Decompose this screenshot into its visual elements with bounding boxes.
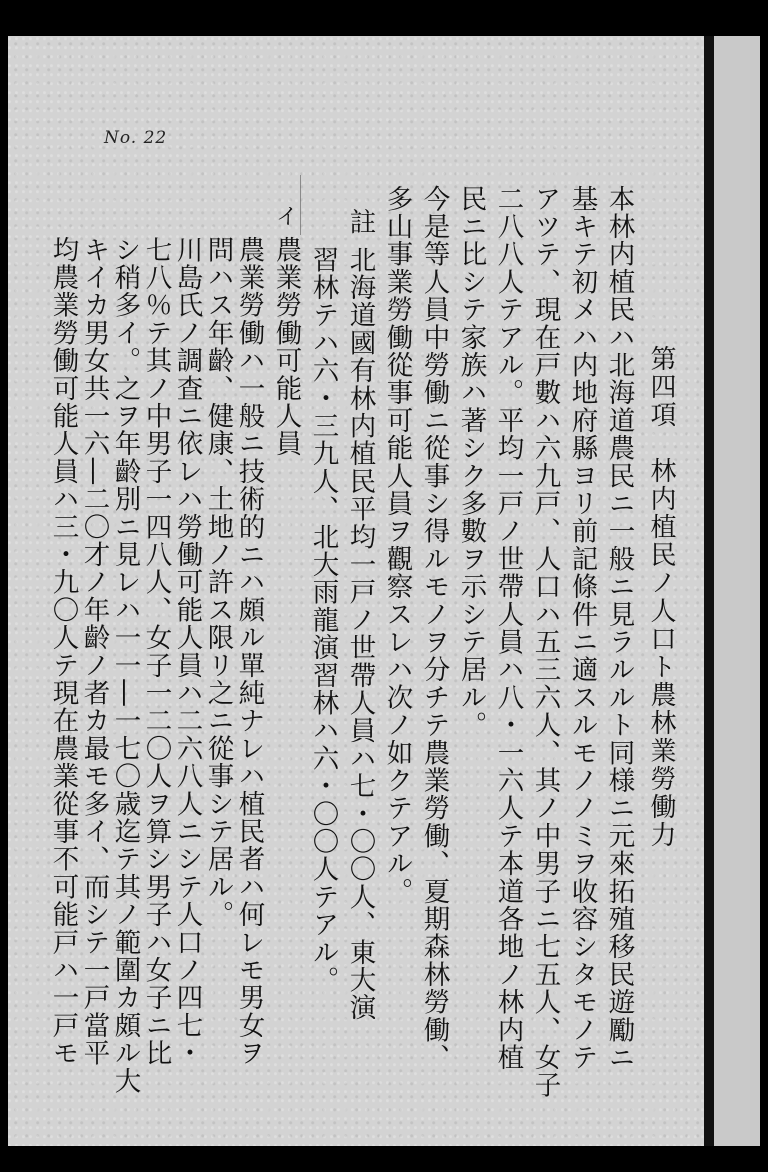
pencil-mark [300, 175, 301, 235]
text-column-6: 今是等人員中勞働ニ從事シ得ルモノヲ分チテ農業勞働、夏期森林勞働、 [418, 185, 450, 1072]
note-label: 註 [344, 208, 376, 236]
section-heading: 第四項 林内植民ノ人口ト農林業勞働力 [646, 345, 676, 849]
text-column-1: 本林内植民ハ北海道農民ニ一般ニ見ラルルト同様ニ元來拓殖移民遊勵ニ [603, 185, 635, 1072]
subsection-heading: 農業勞働可能人員 [270, 236, 302, 458]
text-column-7: 多山事業勞働從事可能人員ヲ觀察スレハ次ノ如クテアル。 [381, 185, 413, 906]
text-column-11: 問ハス年齡、健康、土地ノ許ス限リ之ニ從事シテ居ル。 [202, 236, 234, 929]
text-column-5: 民ニ比シテ家族ハ著シク多數ヲ示シテ居ル。 [455, 185, 487, 739]
text-column-3: アツテ、現在戸數ハ六九戸、人口ハ五三六人、其ノ中男子ニ七五人、女子 [529, 185, 561, 1100]
text-column-15: キイカ男女共一六―二〇才ノ年齡ノ者カ最モ多イ、而シテ一戸當平 [78, 236, 110, 1067]
text-column-13: 七八％テ其ノ中男子一四八人、女子一二〇人ヲ算シ男子ハ女子ニ比 [140, 236, 172, 1067]
text-column-14: シ稍多イ。之ヲ年齡別ニ見レハ一一―一七〇歳迄テ其ノ範圍カ頗ル大 [109, 236, 141, 1095]
text-column-4: 二八八人テアル。平均一戸ノ世帶人員ハ八・一六人テ本道各地ノ林内植 [492, 185, 524, 1072]
text-column-2: 基キテ初メハ内地府縣ヨリ前記條件ニ適スルモノノミヲ收容シタモノテ [566, 185, 598, 1072]
text-column-10: 農業勞働ハ一般ニ技術的ニハ頗ル單純ナレハ植民者ハ何レモ男女ヲ [233, 236, 265, 1067]
subsection-mark: イ [276, 205, 299, 230]
page-edge-shadow [704, 36, 714, 1146]
note-column-1: 北海道國有林内植民平均一戸ノ世帶人員ハ七・〇〇人、東大演 [344, 246, 376, 1022]
facing-page-margin [714, 36, 760, 1146]
page-number: No. 22 [104, 128, 168, 148]
text-column-12: 川島氏ノ調査ニ依レハ勞働可能人員ハ二六八人ニシテ人口ノ四七・ [171, 236, 203, 1067]
text-column-16: 均農業勞働可能人員ハ三・九〇人テ現在農業從事不可能戸ハ一戸モ [47, 236, 79, 1067]
note-column-2: 習林テハ六・三九人、北大雨龍演習林ハ六・〇〇人テアル。 [307, 246, 339, 994]
